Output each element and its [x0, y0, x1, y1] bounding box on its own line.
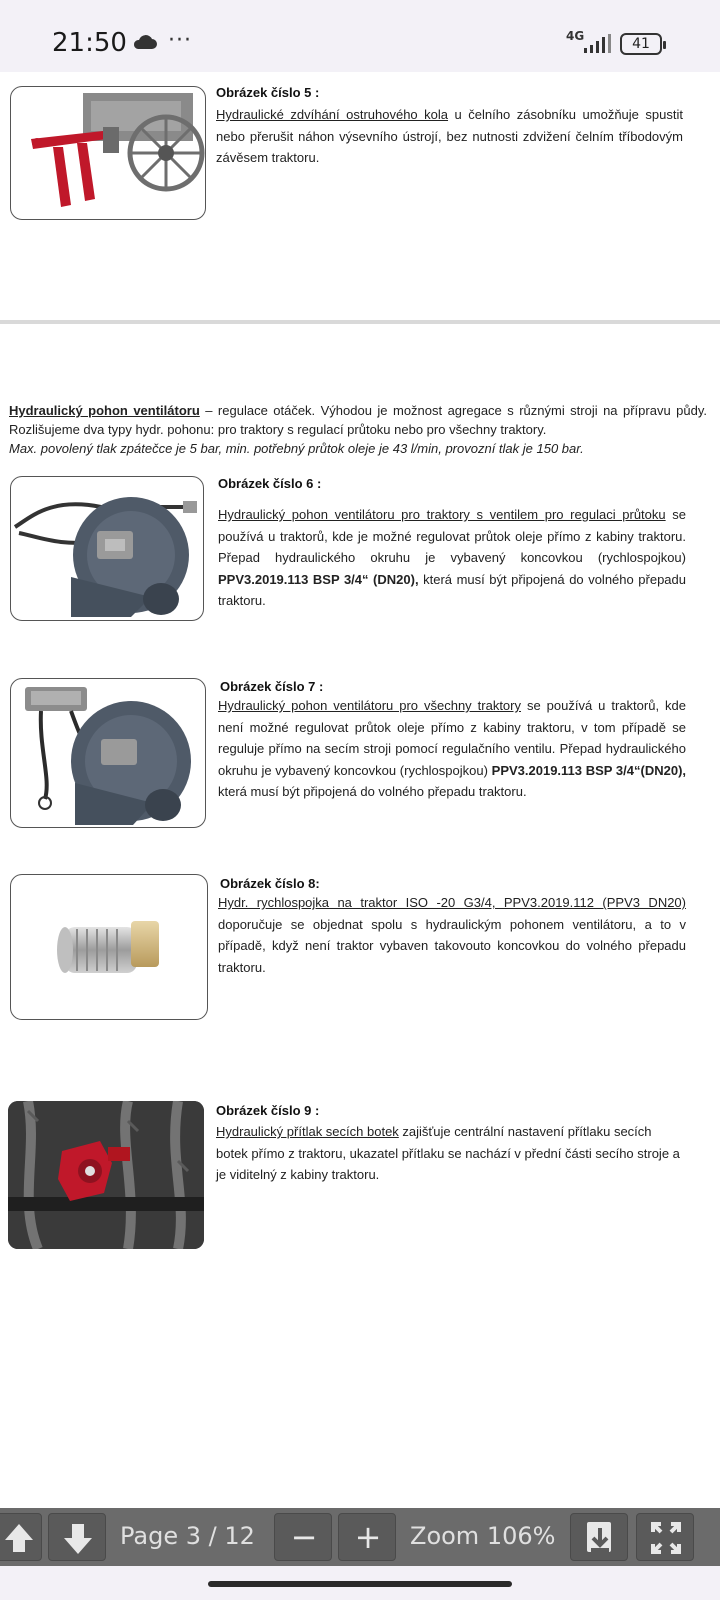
- pdf-page[interactable]: [0, 72, 720, 1508]
- zoom-out-button[interactable]: [274, 1513, 332, 1561]
- figure-6-part-code: PPV3.2019.113 BSP 3/4“ (DN20),: [218, 571, 419, 587]
- figure-5-caption: Obrázek číslo 5 :: [216, 85, 320, 100]
- previous-page-button[interactable]: [0, 1513, 42, 1561]
- intro-body: – regulace otáček. Výhodou je možnost agregace s různými stroji na přípravu půdy. Rozlišujeme dva typy hydr. pohonu: pro traktory s regulací průtoku nebo pro všechny traktory.: [9, 403, 707, 437]
- intro-lead: Hydraulický pohon ventilátoru: [9, 403, 200, 418]
- zoom-out-label: −: [290, 1518, 318, 1556]
- zoom-in-button[interactable]: [338, 1513, 396, 1561]
- status-time: 21:50: [52, 28, 127, 58]
- quick-coupler-illustration: [11, 875, 208, 1020]
- figure-5-text: [216, 104, 683, 169]
- figure-8-lead: Hydr. rychlospojka na traktor ISO -20 G3/4, PPV3.2019.112 (PPV3 DN20): [218, 895, 686, 910]
- figure-8-caption: Obrázek číslo 8:: [220, 876, 320, 891]
- figure-8-text: [218, 892, 686, 978]
- figure-7-body: se používá u traktorů, kde není možné regulovat průtok oleje přímo z kabiny traktoru, v tom případě se reguluje přímo na secím stroji pomocí regulačního ventilu. Přepad hydraulického okruhu je vybavený koncovkou (rychlospojkou): [218, 698, 686, 778]
- figure-7-text: [218, 695, 686, 803]
- arrow-down-icon: [49, 1514, 107, 1562]
- signal-icon: [584, 34, 612, 54]
- more-indicator: ···: [168, 28, 192, 53]
- figure-9-lead: Hydraulický přítlak secích botek: [216, 1124, 399, 1139]
- figure-9-body: zajišťuje centrální nastavení přítlaku secích botek přímo z traktoru, ukazatel přítlaku se nachází v přední části secího stroje a je viditelný z kabiny traktoru.: [216, 1124, 680, 1182]
- fan-drive-intro: [9, 401, 707, 458]
- system-nav-bar: [0, 1566, 720, 1600]
- figure-9-text: [216, 1121, 684, 1186]
- fullscreen-button[interactable]: [636, 1513, 694, 1561]
- fan-illustration-6: [11, 477, 204, 621]
- figure-6-body: se používá u traktorů, kde je možné regulovat průtok oleje přímo z kabiny traktoru. Přepad hydraulického okruhu je vybavený koncovkou (rychlospojkou): [218, 507, 686, 565]
- next-page-button[interactable]: [48, 1513, 106, 1561]
- page-indicator: Page 3 / 12: [120, 1522, 255, 1550]
- figure-7-body-end: která musí být připojená do volného přepadu traktoru.: [218, 784, 527, 799]
- cloud-icon: [132, 34, 158, 50]
- figure-9-image: [8, 1101, 204, 1249]
- figure-7-part-code: PPV3.2019.113 BSP 3/4“(DN20),: [491, 762, 687, 778]
- spur-wheel-illustration: [11, 87, 206, 220]
- figure-7-lead: Hydraulický pohon ventilátoru pro všechny traktory: [218, 698, 521, 713]
- figure-6-image: [10, 476, 204, 621]
- battery-icon: 41: [620, 33, 662, 55]
- figure-8-body: doporučuje se objednat spolu s hydraulickým pohonem ventilátoru, a to v případě, když není traktor vybaven takovouto koncovkou do volného přepadu traktoru.: [218, 916, 686, 975]
- download-icon: [571, 1514, 629, 1562]
- figure-7-caption: Obrázek číslo 7 :: [220, 679, 324, 694]
- fan-illustration-7: [11, 679, 206, 828]
- intro-max-pressure: Max. povolený tlak zpátečce je 5 bar, min. potřebný průtok oleje je 43 l/min, provozní tlak je 150 bar.: [9, 441, 584, 456]
- zoom-indicator: Zoom 106%: [410, 1522, 556, 1550]
- figure-6-body-end: která musí být připojená do volného přepadu traktoru.: [218, 571, 686, 608]
- figure-6-text: [218, 504, 686, 612]
- figure-7-image: [10, 678, 206, 828]
- pdf-toolbar: [0, 1508, 720, 1566]
- figure-8-image: [10, 874, 208, 1020]
- fullscreen-icon: [637, 1514, 695, 1562]
- arrow-up-icon: [0, 1514, 43, 1562]
- seeder-coulter-pressure-photo: [8, 1101, 204, 1249]
- gesture-handle[interactable]: [208, 1581, 512, 1587]
- figure-5-body: u čelního zásobníku umožňuje spustit nebo přerušit náhon výsevního ústrojí, bez nutnosti zdvižení čelním tříbodovým závěsem traktoru.: [216, 107, 683, 165]
- figure-5-image: [10, 86, 206, 220]
- figure-6-lead: Hydraulický pohon ventilátoru pro traktory s ventilem pro regulaci průtoku: [218, 507, 666, 522]
- figure-6-caption: Obrázek číslo 6 :: [218, 476, 322, 491]
- figure-5-lead: Hydraulické zdvíhání ostruhového kola: [216, 107, 449, 122]
- figure-9-caption: Obrázek číslo 9 :: [216, 1103, 320, 1118]
- status-bar: [0, 0, 720, 72]
- download-button[interactable]: [570, 1513, 628, 1561]
- network-type: 4G: [566, 29, 585, 43]
- page-separator: [0, 320, 720, 324]
- zoom-in-label: +: [354, 1518, 382, 1556]
